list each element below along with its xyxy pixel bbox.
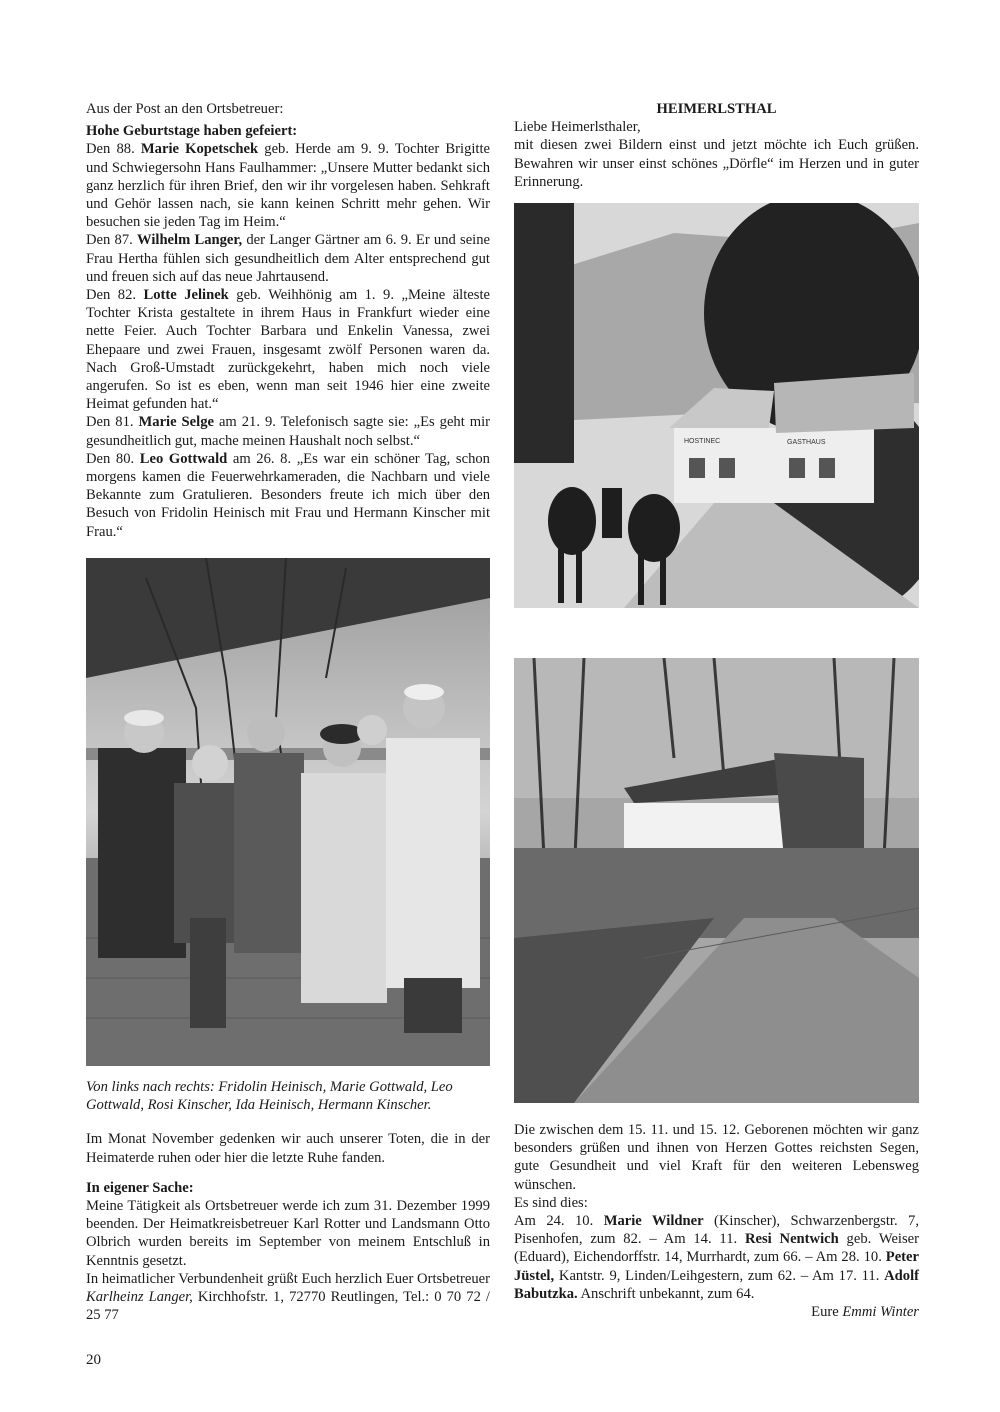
present-day-photo — [514, 658, 919, 1103]
person-name: Wilhelm Langer, — [137, 232, 243, 249]
intro-paragraph: mit diesen zwei Bildern einst und jetzt möchte ich Euch grüßen. Bewahren wir unser einst schönes „Dörfle“ im Herzen und in guter Erinnerung. — [514, 137, 919, 190]
right-column-text — [514, 100, 919, 191]
birthday-entry: Den 82. Lotte Jelinek geb. Weihhönig am 1. 9. „Meine älteste Tochter Krista gestaltete in ihrem Haus in Frankfurt wieder eine nette Feier. Auch Tochter Barbara und Enkelin Vanessa, zwei Ehepaare und zwei Frauen, insgesamt zwölf Personen waren da. Nach Groß-Umstadt zurückgekehrt, haben mich noch viele angerufen. So ist es eben, wenn man seit 1946 hier eine zweite Heimat gefunden hat.“ — [86, 287, 490, 413]
person-name: Marie Kopetschek — [140, 141, 259, 158]
birthday-list: Am 24. 10. Marie Wildner (Kinscher), Schwarzenbergstr. 7, Pisenhofen, zum 82. – Am 14. 11. Resi Nentwich geb. Weiser (Eduard), Eichendorffstr. 14, Murrhardt, zum 66. – Am 28. 10. Peter Jüstel, Kantstr. 9, Linden/Leihgestern, zum 62. – Am 17. 11. Adolf Babutzka. Anschrift unbekannt, zum 64. — [514, 1213, 919, 1302]
intro-line: Aus der Post an den Ortsbetreuer: — [86, 101, 284, 117]
birthday-entry: Den 87. Wilhelm Langer, der Langer Gärtner am 6. 9. Er und seine Frau Hertha fühlen sich gesundheitlich dem Alter entsprechend gut und freuen sich auf das neue Jahrtausend. — [86, 232, 490, 285]
person-name: Adolf Babutzka. — [514, 1267, 919, 1302]
signature-line: Eure Emmi Winter — [811, 1304, 919, 1321]
birthday-entry: Den 88. Marie Kopetschek geb. Herde am 9. 9. Tochter Brigitte und Schwiegersohn Hans Faulhammer: „Unsere Mutter bedankt sich ganz herzlich für ihren Brief, den wir ihr vorgelesen haben. Sehkraft und Gehör lassen nach, sie kann keinen Schritt mehr gehen. Wir besuchen sie jeden Tag im Heim.“ — [86, 141, 491, 231]
person-name: Peter Jüstel, — [514, 1249, 919, 1284]
own-matter-paragraph: Meine Tätigkeit als Ortsbetreuer werde ich zum 31. Dezember 1999 beenden. Der Heimatkreisbetreuer Karl Rotter und Landsmann Otto Olbrich wurden bereits im September von meinem Entschluß in Kenntnis gesetzt. — [86, 1198, 490, 1269]
sign-hostinec: HOSTINEC — [684, 438, 721, 445]
salutation: Liebe Heimerlsthaler, — [514, 119, 641, 136]
signature-name: Emmi Winter — [842, 1304, 919, 1321]
own-matter-heading: In eigener Sache: — [86, 1179, 194, 1196]
page-number: 20 — [86, 1352, 101, 1368]
village-title: HEIMERLSTHAL — [656, 101, 777, 117]
person-name: Leo Gottwald — [139, 450, 228, 467]
group-photo — [86, 558, 490, 1066]
person-name: Marie Selge — [138, 414, 214, 431]
es-sind-dies: Es sind dies: — [514, 1194, 588, 1211]
author-name: Karlheinz Langer, — [86, 1289, 193, 1306]
birthday-greeting-paragraph: Die zwischen dem 15. 11. und 15. 12. Geborenen möchten wir ganz besonders grüßen und ihnen von Herzen Gottes reichsten Segen, gute Gesundheit und viel Kraft für den weiteren Lebensweg wünschen. — [514, 1122, 919, 1193]
birthday-entry: Den 80. Leo Gottwald am 26. 8. „Es war ein schöner Tag, schon morgens kamen die Feuerwehrkameraden, die Nachbarn und viele Bekannte zum Gratulieren. Besonders freute ich mich über den Besuch von Fridolin Heinisch mit Frau und Hermann Kinscher mit Frau.“ — [86, 450, 490, 540]
birthday-entry: Den 81. Marie Selge am 21. 9. Telefonisch sagte sie: „Es geht mir gesundheitlich gut, mache meinen Haushalt noch selbst.“ — [86, 414, 491, 449]
person-name: Lotte Jelinek — [143, 287, 229, 304]
left-column-lower — [86, 1078, 490, 1324]
person-name: Marie Wildner — [603, 1213, 704, 1230]
person-name: Resi Nentwich — [744, 1231, 839, 1248]
historic-village-photo — [514, 203, 919, 608]
november-paragraph: Im Monat November gedenken wir auch unserer Toten, die in der Heimaterde ruhen oder hier die letzte Ruhe fanden. — [86, 1131, 490, 1166]
left-column-text — [86, 100, 490, 541]
sign-gasthaus: GASTHAUS — [787, 439, 826, 446]
greeting-paragraph: In heimatlicher Verbundenheit grüßt Euch herzlich Euer Ortsbetreuer Karlheinz Langer, Kirchhofstr. 1, 72770 Reutlingen, Tel.: 0 70 72 / 25 77 — [86, 1270, 490, 1324]
photo-caption: Von links nach rechts: Fridolin Heinisch, Marie Gottwald, Leo Gottwald, Rosi Kinscher, Ida Heinisch, Hermann Kinscher. — [86, 1079, 453, 1114]
birthday-heading: Hohe Geburtstage haben gefeiert: — [86, 123, 298, 140]
right-column-lower — [514, 1121, 919, 1321]
